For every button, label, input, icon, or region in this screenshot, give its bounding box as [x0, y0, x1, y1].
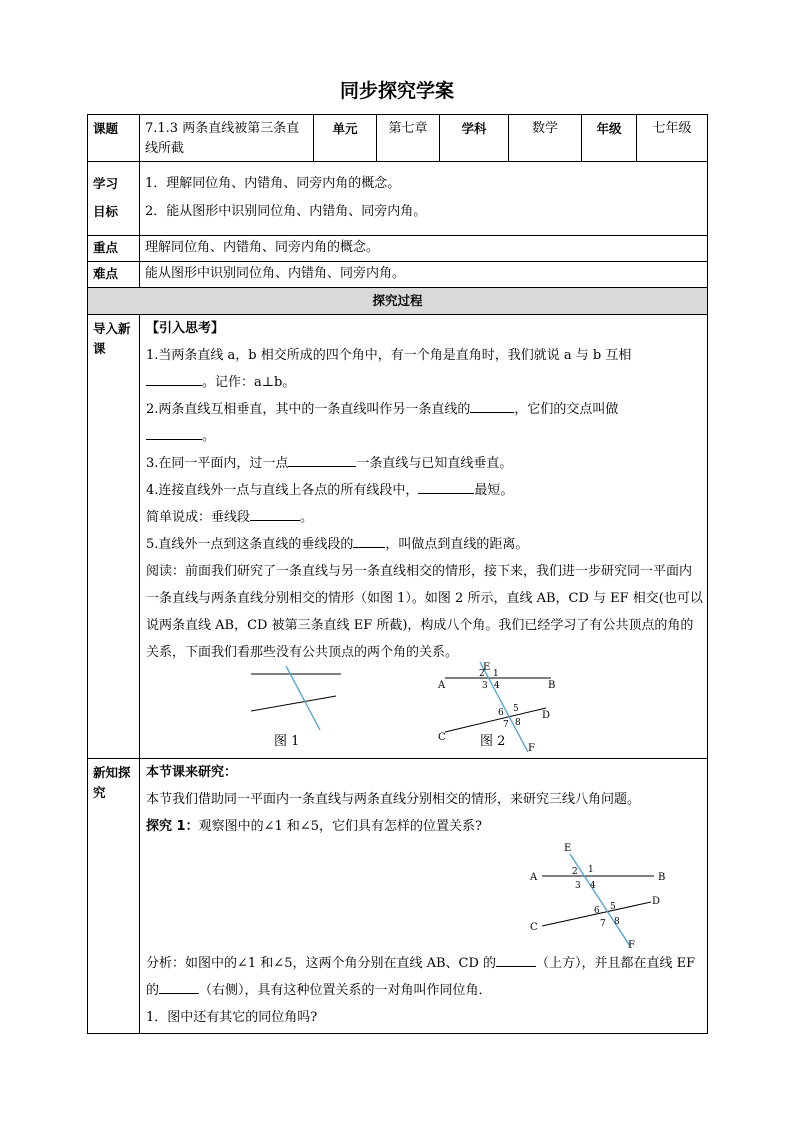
- difficulty-label: 难点: [88, 262, 140, 288]
- goals-content: [140, 162, 708, 236]
- explore-1: 探究 1：观察图中的∠1 和∠5，它们具有怎样的位置关系?: [146, 819, 483, 834]
- figure-2-caption: 图 2: [480, 734, 506, 749]
- explore-figure-area: [146, 840, 703, 950]
- figures-row: [146, 662, 703, 754]
- blank: [418, 478, 474, 494]
- fig1-line-lower: [251, 696, 336, 711]
- angle-2: 2: [479, 669, 485, 679]
- exp-label-c: C: [530, 922, 538, 933]
- question-4: 4.连接直线外一点与直线上各点的所有线段中， 最短。: [146, 477, 703, 504]
- new-intro-text: 本节我们借助同一平面内一条直线与两条直线分别相交的情形，来研究三线八角问题。: [146, 792, 641, 807]
- blank: [470, 397, 514, 413]
- subject-label: 学科: [440, 115, 509, 162]
- new-knowledge-row: [88, 759, 708, 1034]
- header-row: [88, 115, 708, 162]
- intro-content: [140, 315, 708, 759]
- blank: [250, 505, 300, 521]
- difficulty-text: 能从图形中识别同位角、内错角、同旁内角。: [140, 262, 708, 288]
- goal-item: 1．理解同位角、内错角、同旁内角的概念。: [145, 176, 401, 191]
- lesson-table: [87, 114, 708, 1034]
- exp-label-b: B: [658, 872, 666, 883]
- question-2: 2.两条直线互相垂直，其中的一条直线叫作另一条直线的 ，它们的交点叫做 。: [146, 396, 703, 450]
- topic-label: 课题: [88, 115, 140, 162]
- angle-7: 7: [503, 720, 509, 730]
- reading-text: 阅读：前面我们研究了一条直线与另一条直线相交的情形，接下来，我们进一步研究同一平面内一条直线与两条直线分别相交的情形（如图 1）。如图 2 所示，直线 AB，CD 与 EF 相交(也可以说两条直线 AB，CD 被第三条直线 EF 所截)，构成八个角。我们已经学习了有公共顶点的角的关系，下面我们看那些没有公共顶点的两个角的关系。: [146, 564, 703, 660]
- figure-1: [246, 666, 356, 732]
- new-heading: 本节课来研究：: [146, 765, 238, 780]
- intro-label: 导入新课: [88, 315, 140, 759]
- exp-angle-1: 1: [588, 865, 594, 875]
- page-title: 同步探究学案: [339, 80, 454, 102]
- question-other-corresponding: 1．图中还有其它的同位角吗?: [146, 1010, 318, 1025]
- exp-label-a: A: [530, 872, 538, 883]
- blank: [146, 424, 202, 440]
- label-c: C: [438, 732, 446, 743]
- grade-label: 年级: [582, 115, 637, 162]
- exp-label-f: F: [628, 940, 635, 950]
- unit-value: 第七章: [377, 115, 440, 162]
- exp-transversal-ef: [570, 854, 630, 946]
- exp-angle-3: 3: [575, 881, 581, 891]
- key-point-row: [88, 236, 708, 262]
- label-a: A: [438, 680, 446, 691]
- label-d: D: [542, 710, 551, 721]
- new-knowledge-content: [140, 759, 708, 1034]
- difficulty-row: [88, 262, 708, 288]
- key-point-text: 理解同位角、内错角、同旁内角的概念。: [140, 236, 708, 262]
- question-3: 3.在同一平面内，过一点 一条直线与已知直线垂直。: [146, 450, 703, 477]
- angle-6: 6: [498, 708, 504, 718]
- analysis-text: 分析：如图中的∠1 和∠5，这两个角分别在直线 AB、CD 的 （上方），并且都在直线 EF 的 （右侧），具有这种位置关系的一对角叫作同位角．: [146, 950, 703, 1004]
- exp-angle-5: 5: [610, 902, 616, 912]
- goal-item: 2．能从图形中识别同位角、内错角、同旁内角。: [145, 204, 427, 219]
- question-1: 1.当两条直线 a，b 相交所成的四个角中，有一个角是直角时，我们就说 a 与 b 互相 。记作：a⊥b。: [146, 348, 632, 390]
- exp-angle-2: 2: [572, 867, 578, 877]
- intro-heading: 【引入思考】: [146, 321, 225, 336]
- process-band-row: [88, 288, 708, 315]
- explore-figure: [526, 842, 671, 950]
- exp-angle-4: 4: [590, 881, 596, 891]
- angle-8: 8: [515, 718, 521, 728]
- subject-value: 数学: [509, 115, 582, 162]
- blank: [159, 978, 199, 994]
- unit-label: 单元: [314, 115, 377, 162]
- new-knowledge-label: 新知探究: [88, 759, 140, 1034]
- key-point-label: 重点: [88, 236, 140, 262]
- fig2-line-cd: [445, 708, 546, 732]
- question-5: 5.直线外一点到这条直线的垂线段的 ，叫做点到直线的距离。: [146, 531, 703, 558]
- label-e: E: [483, 662, 491, 673]
- label-f: F: [528, 743, 535, 752]
- blank: [146, 370, 202, 386]
- angle-4: 4: [494, 681, 500, 691]
- grade-value: 七年级: [637, 115, 708, 162]
- topic-value: 7.1.3 两条直线被第三条直线所截: [140, 115, 314, 162]
- blank: [288, 451, 356, 467]
- goals-row: [88, 162, 708, 236]
- exp-angle-6: 6: [594, 906, 600, 916]
- angle-3: 3: [482, 681, 488, 691]
- goals-label: 学习 目标: [88, 162, 140, 236]
- exp-label-e: E: [564, 843, 572, 854]
- figure-1-caption: 图 1: [274, 734, 300, 749]
- exp-angle-7: 7: [600, 919, 606, 929]
- question-4-short: 简单说成：垂线段 。: [146, 504, 703, 531]
- blank: [496, 951, 536, 967]
- fig1-transversal: [286, 666, 320, 730]
- intro-row: [88, 315, 708, 759]
- exp-angle-8: 8: [614, 917, 620, 927]
- blank: [353, 532, 385, 548]
- process-band: 探究过程: [88, 288, 708, 315]
- angle-5: 5: [513, 704, 519, 714]
- label-b: B: [548, 680, 556, 691]
- angle-1: 1: [493, 669, 499, 679]
- exp-label-d: D: [652, 896, 661, 907]
